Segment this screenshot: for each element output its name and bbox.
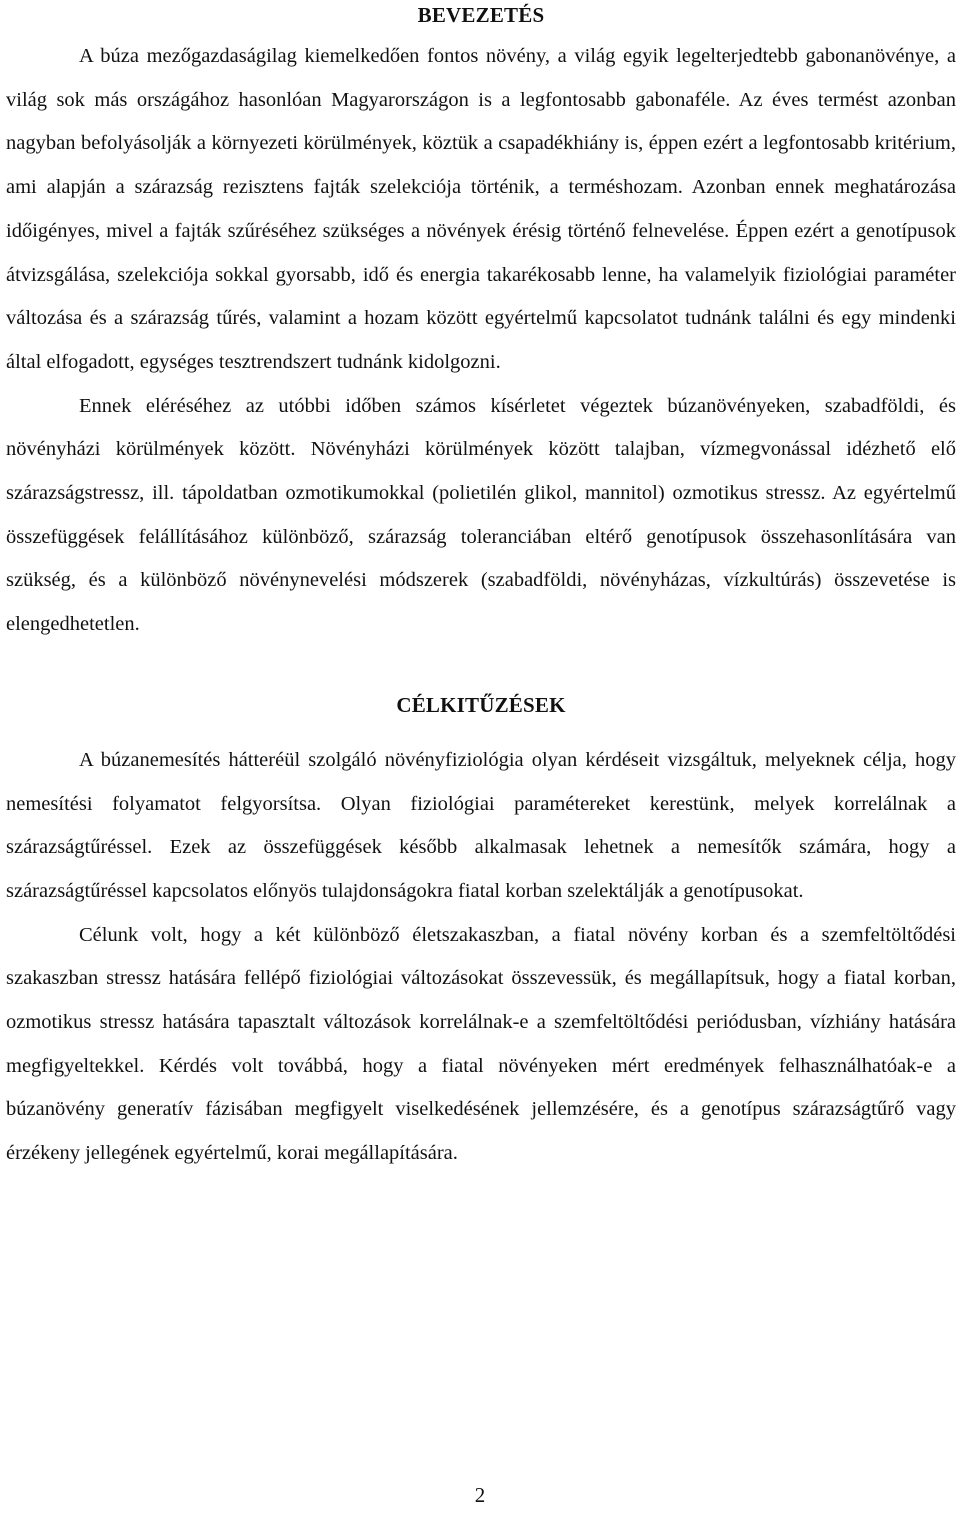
heading-spacer	[6, 725, 956, 739]
document-body	[6, 0, 956, 1176]
paragraph: Célunk volt, hogy a két különböző életszakaszban, a fiatal növény korban és a szemfeltöltődési szakaszban stressz hatására fellépő fiziológiai változásokat összevessük, és megállapítsuk, hogy a fiatal korban, ozmotikus stressz hatására tapasztalt változások korrelálnak-e a szemfeltöltődési periódusban, vízhiány hatására megfigyeltekkel. Kérdés volt továbbá, hogy a fiatal növényeken mért eredmények felhasználhatóak-e a búzanövény generatív fázisában megfigyelt viselkedésének jellemzésére, és a genotípus szárazságtűrő vagy érzékeny jellegének egyértelmű, korai megállapítására.	[6, 923, 956, 1165]
section-heading: CÉLKITŰZÉSEK	[396, 692, 566, 717]
section-heading: BEVEZETÉS	[417, 3, 545, 27]
paragraph: Ennek eléréséhez az utóbbi időben számos kísérletet végeztek búzanövényeken, szabadföldi, és növényházi körülmények között. Növényházi körülmények között talajban, vízmegvonással idézhető elő szárazságstressz, ill. tápoldatban ozmotikumokkal (polietilén glikol, mannitol) ozmotikus stressz. Az egyértelmű összefüggések felállításához különböző, szárazság toleranciában eltérő genotípusok összehasonlítására van szükség, és a különböző növénynevelési módszerek (szabadföldi, növényházas, vízkultúrás) összevetése is elengedhetetlen.	[6, 394, 956, 636]
section-bevezetes	[6, 0, 956, 647]
paragraph: A búza mezőgazdaságilag kiemelkedően fontos növény, a világ egyik legelterjedtebb gabonanövénye, a világ sok más országához hasonlóan Magyarországon is a legfontosabb gabonaféle. Az éves termést azonban nagyban befolyásolják a környezeti körülmények, köztük a csapadékhiány is, éppen ezért a legfontosabb kritérium, ami alapján a szárazság rezisztens fajták szelekciója történik, a terméshozam. Azonban ennek meghatározása időigényes, mivel a fajták szűréséhez szükséges a növények érésig történő felnevelése. Éppen ezért a genotípusok átvizsgálása, szelekciója sokkal gyorsabb, idő és energia takarékosabb lenne, ha valamelyik fiziológiai paraméter változása és a szárazság tűrés, valamint a hozam között egyértelmű kapcsolatot tudnánk találni és egy mindenki által elfogadott, egységes tesztrendszert tudnánk kidolgozni.	[6, 45, 956, 373]
section-spacer	[6, 647, 956, 685]
section-celkituzesek	[6, 685, 956, 1176]
page-number: 2	[474, 1483, 486, 1507]
paragraph: A búzanemesítés hátteréül szolgáló növényfiziológia olyan kérdéseit vizsgáltuk, melyeknek célja, hogy nemesítési folyamatot felgyorsítsa. Olyan fiziológiai paramétereket kerestünk, melyek korrelálnak a szárazságtűréssel. Ezek az összefüggések később alkalmasak lehetnek a nemesítők számára, hogy a szárazságtűréssel kapcsolatos előnyös tulajdonságokra fiatal korban szelektálják a genotípusokat.	[6, 748, 956, 902]
